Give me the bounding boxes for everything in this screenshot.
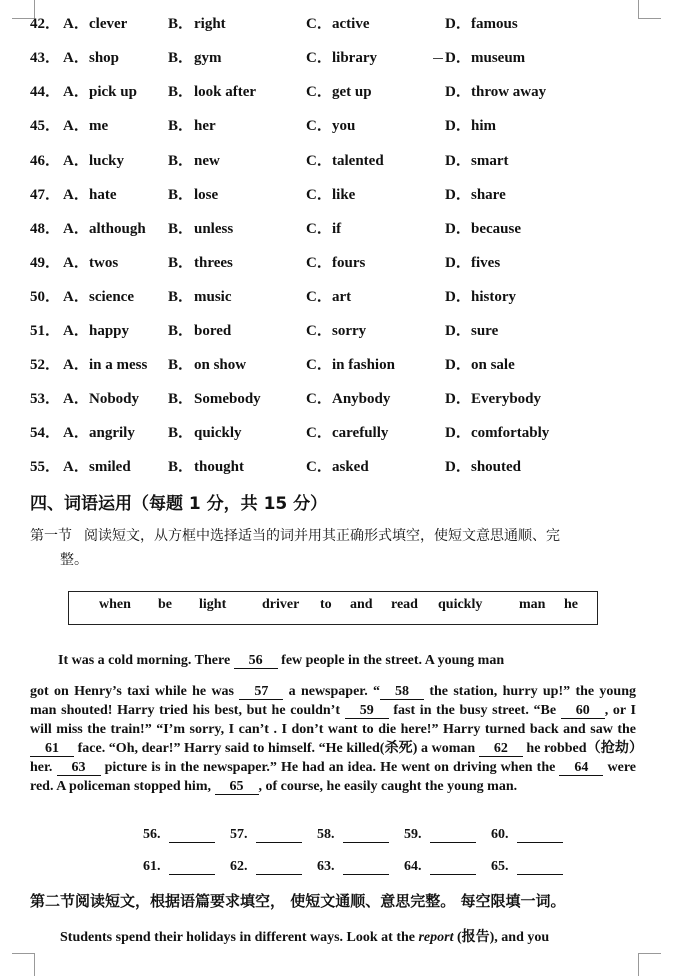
option-letter: D． bbox=[445, 255, 471, 271]
option-text: sure bbox=[471, 323, 499, 339]
option-letter: B． bbox=[168, 16, 194, 32]
option-text: talented bbox=[332, 153, 384, 169]
word-box-item: driver bbox=[262, 597, 300, 612]
option-d[interactable] bbox=[445, 387, 541, 408]
option-letter: A． bbox=[63, 84, 89, 100]
option-d[interactable] bbox=[445, 421, 549, 442]
passage-text: got on Henry’s taxi while he was bbox=[30, 684, 240, 699]
answer-slot[interactable] bbox=[404, 859, 482, 875]
option-text: him bbox=[471, 118, 497, 134]
option-text: science bbox=[89, 289, 134, 305]
option-text: Everybody bbox=[471, 391, 542, 407]
option-text: happy bbox=[89, 323, 130, 339]
option-text: me bbox=[89, 118, 109, 134]
option-letter: D． bbox=[445, 459, 471, 475]
passage-text: , or I will miss the train!” “I’m sorry, I can’t . I don’t want to die here!” Harry turned back and saw the bbox=[30, 703, 636, 737]
option-b[interactable] bbox=[168, 183, 218, 204]
report-word: report bbox=[418, 930, 454, 945]
answer-slot[interactable] bbox=[317, 827, 395, 843]
question-number: 51． bbox=[30, 323, 61, 339]
option-text: new bbox=[194, 153, 220, 169]
word-box-item: he bbox=[564, 597, 578, 612]
part-1-instructions bbox=[30, 524, 640, 572]
option-letter: D． bbox=[445, 118, 471, 134]
passage-text: a newspaper. “ bbox=[283, 684, 381, 699]
question-row bbox=[0, 149, 673, 169]
word-box-item: light bbox=[199, 597, 227, 612]
option-letter: C． bbox=[306, 323, 332, 339]
option-letter: B． bbox=[168, 255, 194, 271]
option-text: library bbox=[332, 50, 377, 66]
option-b[interactable] bbox=[168, 319, 231, 340]
option-text: Somebody bbox=[194, 391, 261, 407]
option-text: smart bbox=[471, 153, 509, 169]
option-b[interactable] bbox=[168, 353, 246, 374]
answer-slot[interactable] bbox=[230, 859, 308, 875]
passage-text: fast in the busy street. “Be bbox=[388, 703, 561, 718]
option-text: on show bbox=[194, 357, 247, 373]
option-text: shop bbox=[89, 50, 120, 66]
option-letter: D． bbox=[445, 84, 471, 100]
question-number: 53． bbox=[30, 391, 61, 407]
option-letter: C． bbox=[306, 255, 332, 271]
option-d[interactable] bbox=[445, 12, 518, 33]
option-c[interactable] bbox=[306, 455, 369, 476]
answer-row-2 bbox=[143, 859, 575, 875]
option-b[interactable] bbox=[168, 387, 261, 408]
option-b[interactable] bbox=[168, 217, 233, 238]
option-letter: C． bbox=[306, 221, 332, 237]
option-b[interactable] bbox=[168, 80, 256, 101]
option-letter: B． bbox=[168, 84, 194, 100]
option-c[interactable] bbox=[306, 46, 377, 67]
option-b[interactable] bbox=[168, 12, 226, 33]
section-4-title: 四、词语运用（每题 1 分，共 15 分） bbox=[30, 494, 328, 514]
option-c[interactable] bbox=[306, 80, 372, 101]
option-d[interactable] bbox=[445, 46, 525, 67]
option-text: fours bbox=[332, 255, 366, 271]
answer-slot[interactable] bbox=[143, 859, 221, 875]
option-b[interactable] bbox=[168, 114, 216, 135]
option-letter: A． bbox=[63, 323, 89, 339]
word-box-item: when bbox=[99, 597, 131, 612]
passage-text: face. “Oh, dear!” Harry said to himself. “He killed(杀死) a woman bbox=[74, 741, 479, 756]
option-c[interactable] bbox=[306, 183, 355, 204]
crop-mark-bottom-left bbox=[12, 953, 35, 976]
option-c[interactable] bbox=[306, 12, 369, 33]
option-text: unless bbox=[194, 221, 234, 237]
option-c[interactable] bbox=[306, 353, 395, 374]
option-letter: D． bbox=[445, 289, 471, 305]
question-number: 46． bbox=[30, 153, 61, 169]
option-letter: B． bbox=[168, 289, 194, 305]
option-text: look after bbox=[194, 84, 257, 100]
option-letter: C． bbox=[306, 118, 332, 134]
option-text: on sale bbox=[471, 357, 515, 373]
part-1-text: 阅读短文，从方框中选择适当的词并用其正确形式填空，使短文意思通顺、完 bbox=[84, 528, 560, 544]
option-a[interactable] bbox=[63, 455, 131, 476]
passage-text: (报告), and you bbox=[453, 930, 550, 945]
option-text: get up bbox=[332, 84, 372, 100]
option-text: right bbox=[194, 16, 226, 32]
option-letter: B． bbox=[168, 391, 194, 407]
answer-slot[interactable] bbox=[491, 827, 569, 843]
crop-mark-bottom-right bbox=[638, 953, 661, 976]
option-letter: B． bbox=[168, 118, 194, 134]
option-b[interactable] bbox=[168, 455, 244, 476]
option-letter: B． bbox=[168, 425, 194, 441]
blank-63[interactable]: 63 bbox=[57, 761, 101, 776]
part-1-tag: 第一节 bbox=[30, 528, 72, 544]
option-b[interactable] bbox=[168, 251, 233, 272]
option-letter: C． bbox=[306, 187, 332, 203]
part-1-text-continued: 整。 bbox=[60, 552, 88, 568]
option-letter: B． bbox=[168, 323, 194, 339]
question-row bbox=[0, 12, 673, 32]
word-box-item: to bbox=[320, 597, 332, 612]
option-letter: D． bbox=[445, 357, 471, 373]
question-number: 44． bbox=[30, 84, 61, 100]
option-a[interactable] bbox=[63, 387, 139, 408]
option-b[interactable] bbox=[168, 149, 220, 170]
option-text: twos bbox=[89, 255, 119, 271]
blank-60[interactable]: 60 bbox=[561, 704, 605, 719]
answer-label: 65. bbox=[491, 859, 509, 874]
word-box-item: man bbox=[519, 597, 546, 612]
option-letter: D． bbox=[445, 16, 471, 32]
question-number: 49． bbox=[30, 255, 61, 271]
passage-body bbox=[30, 682, 636, 796]
option-text: famous bbox=[471, 16, 518, 32]
option-d[interactable] bbox=[445, 80, 546, 101]
option-letter: D． bbox=[445, 221, 471, 237]
option-letter: B． bbox=[168, 187, 194, 203]
option-letter: C． bbox=[306, 357, 332, 373]
option-letter: A． bbox=[63, 255, 89, 271]
option-letter: A． bbox=[63, 221, 89, 237]
blank-57[interactable]: 57 bbox=[239, 685, 283, 700]
answer-label: 56. bbox=[143, 827, 161, 842]
answer-slot[interactable] bbox=[230, 827, 308, 843]
answer-slot[interactable] bbox=[317, 859, 395, 875]
option-d[interactable] bbox=[445, 183, 506, 204]
option-d[interactable] bbox=[445, 217, 521, 238]
question-row bbox=[0, 46, 673, 66]
option-b[interactable] bbox=[168, 421, 242, 442]
option-text: pick up bbox=[89, 84, 137, 100]
blank-64[interactable]: 64 bbox=[559, 761, 603, 776]
passage-text: the station, hurry up!” the young man shouted! Harry tried his best, but he couldn’t bbox=[30, 684, 636, 718]
option-letter: C． bbox=[306, 153, 332, 169]
answer-label: 59. bbox=[404, 827, 422, 842]
option-d[interactable] bbox=[445, 455, 521, 476]
option-d[interactable] bbox=[445, 353, 515, 374]
option-letter: B． bbox=[168, 50, 194, 66]
blank-61[interactable]: 61 bbox=[30, 742, 74, 757]
option-text: share bbox=[471, 187, 506, 203]
question-row bbox=[0, 80, 673, 100]
option-text: because bbox=[471, 221, 521, 237]
option-letter: C． bbox=[306, 425, 332, 441]
option-a[interactable] bbox=[63, 217, 146, 238]
answer-label: 58. bbox=[317, 827, 335, 842]
option-letter: D． bbox=[445, 50, 471, 66]
option-text: history bbox=[471, 289, 516, 305]
option-letter: A． bbox=[63, 459, 89, 475]
option-b[interactable] bbox=[168, 46, 222, 67]
passage-text: , of course, he easily caught the young man. bbox=[258, 779, 518, 794]
question-number: 52． bbox=[30, 357, 61, 373]
option-a[interactable] bbox=[63, 319, 129, 340]
question-number: 47． bbox=[30, 187, 61, 203]
option-letter: B． bbox=[168, 459, 194, 475]
question-row bbox=[0, 455, 673, 475]
answer-label: 61. bbox=[143, 859, 161, 874]
option-letter: D． bbox=[445, 323, 471, 339]
word-box-item: and bbox=[350, 597, 373, 612]
option-c[interactable] bbox=[306, 319, 366, 340]
question-row bbox=[0, 421, 673, 441]
answer-slot[interactable] bbox=[404, 827, 482, 843]
answer-slot[interactable] bbox=[143, 827, 221, 843]
option-text: angrily bbox=[89, 425, 135, 441]
option-text: comfortably bbox=[471, 425, 550, 441]
option-text: you bbox=[332, 118, 356, 134]
option-text: art bbox=[332, 289, 352, 305]
option-text: shouted bbox=[471, 459, 522, 475]
passage-text: he robbed（抢劫）her. bbox=[30, 741, 636, 775]
option-c[interactable] bbox=[306, 149, 384, 170]
option-text: asked bbox=[332, 459, 369, 475]
option-text: smiled bbox=[89, 459, 131, 475]
question-row bbox=[0, 319, 673, 339]
option-c[interactable] bbox=[306, 285, 351, 306]
option-text: museum bbox=[471, 50, 526, 66]
question-row bbox=[0, 114, 673, 134]
answer-label: 64. bbox=[404, 859, 422, 874]
blank-65[interactable]: 65 bbox=[215, 780, 259, 795]
option-letter: A． bbox=[63, 50, 89, 66]
word-box-item: be bbox=[158, 597, 172, 612]
question-number: 45． bbox=[30, 118, 61, 134]
passage-text: picture is in the newspaper.” He had an idea. He went on driving when the bbox=[100, 760, 560, 775]
option-c[interactable] bbox=[306, 421, 388, 442]
option-a[interactable] bbox=[63, 80, 137, 101]
option-letter: A． bbox=[63, 391, 89, 407]
passage-line-1 bbox=[58, 651, 618, 670]
option-letter: A． bbox=[63, 16, 89, 32]
question-number: 50． bbox=[30, 289, 61, 305]
answer-label: 63. bbox=[317, 859, 335, 874]
option-letter: D． bbox=[445, 391, 471, 407]
option-text: fives bbox=[471, 255, 501, 271]
option-text: like bbox=[332, 187, 356, 203]
option-text: her bbox=[194, 118, 216, 134]
word-box-item: read bbox=[391, 597, 418, 612]
answer-row-1 bbox=[143, 827, 575, 843]
option-letter: B． bbox=[168, 153, 194, 169]
option-a[interactable] bbox=[63, 421, 135, 442]
option-c[interactable] bbox=[306, 251, 365, 272]
question-row bbox=[0, 353, 673, 373]
option-text: carefully bbox=[332, 425, 389, 441]
option-letter: A． bbox=[63, 425, 89, 441]
answer-slot[interactable] bbox=[491, 859, 569, 875]
option-text: music bbox=[194, 289, 232, 305]
question-number: 55． bbox=[30, 459, 61, 475]
option-a[interactable] bbox=[63, 46, 119, 67]
option-text: threes bbox=[194, 255, 233, 271]
option-text: thought bbox=[194, 459, 245, 475]
blank-58[interactable]: 58 bbox=[380, 685, 424, 700]
option-c[interactable] bbox=[306, 217, 341, 238]
option-letter: D． bbox=[445, 153, 471, 169]
option-letter: A． bbox=[63, 187, 89, 203]
option-text: lucky bbox=[89, 153, 125, 169]
option-text: throw away bbox=[471, 84, 547, 100]
option-d[interactable] bbox=[445, 149, 509, 170]
option-letter: D． bbox=[445, 425, 471, 441]
option-a[interactable] bbox=[63, 251, 118, 272]
answer-label: 62. bbox=[230, 859, 248, 874]
option-text: active bbox=[332, 16, 370, 32]
question-row bbox=[0, 387, 673, 407]
passage-2-first-line bbox=[60, 926, 640, 946]
option-c[interactable] bbox=[306, 114, 355, 135]
question-row bbox=[0, 285, 673, 305]
question-number: 42． bbox=[30, 16, 61, 32]
question-number: 48． bbox=[30, 221, 61, 237]
blank-56[interactable]: 56 bbox=[234, 654, 278, 669]
question-number: 54． bbox=[30, 425, 61, 441]
answer-label: 57. bbox=[230, 827, 248, 842]
option-text: Nobody bbox=[89, 391, 140, 407]
question-number: 43． bbox=[30, 50, 61, 66]
option-c[interactable] bbox=[306, 387, 390, 408]
passage-text: Students spend their holidays in different ways. Look at the bbox=[60, 930, 419, 945]
option-letter: A． bbox=[63, 118, 89, 134]
passage-text: were red. A policeman stopped him, bbox=[30, 760, 637, 794]
option-text: lose bbox=[194, 187, 219, 203]
option-a[interactable] bbox=[63, 353, 147, 374]
option-letter: C． bbox=[306, 289, 332, 305]
option-text: Anybody bbox=[332, 391, 391, 407]
option-letter: C． bbox=[306, 391, 332, 407]
option-b[interactable] bbox=[168, 285, 232, 306]
option-d[interactable] bbox=[445, 251, 500, 272]
question-row bbox=[0, 183, 673, 203]
option-letter: A． bbox=[63, 153, 89, 169]
option-text: if bbox=[332, 221, 342, 237]
option-text: although bbox=[89, 221, 146, 237]
word-box-item: quickly bbox=[438, 597, 483, 612]
option-letter: D． bbox=[445, 187, 471, 203]
passage-text: few people in the street. A young man bbox=[277, 653, 505, 668]
option-a[interactable] bbox=[63, 149, 124, 170]
word-box bbox=[68, 591, 598, 625]
option-letter: A． bbox=[63, 357, 89, 373]
blank-59[interactable]: 59 bbox=[345, 704, 389, 719]
option-text: hate bbox=[89, 187, 117, 203]
part-2-instructions: 第二节阅读短文，根据语篇要求填空， 使短文通顺、意思完整。 每空限填一词。 bbox=[30, 892, 566, 910]
blank-62[interactable]: 62 bbox=[479, 742, 523, 757]
option-a[interactable] bbox=[63, 12, 127, 33]
option-d[interactable] bbox=[445, 114, 496, 135]
option-a[interactable] bbox=[63, 285, 134, 306]
option-text: clever bbox=[89, 16, 128, 32]
option-letter: B． bbox=[168, 357, 194, 373]
option-text: bored bbox=[194, 323, 232, 339]
option-text: in a mess bbox=[89, 357, 148, 373]
option-text: in fashion bbox=[332, 357, 395, 373]
passage-text: It was a cold morning. There bbox=[58, 653, 234, 668]
option-d[interactable] bbox=[445, 319, 498, 340]
option-a[interactable] bbox=[63, 183, 117, 204]
question-row bbox=[0, 251, 673, 271]
option-letter: B． bbox=[168, 221, 194, 237]
option-letter: C． bbox=[306, 16, 332, 32]
option-text: quickly bbox=[194, 425, 242, 441]
option-a[interactable] bbox=[63, 114, 108, 135]
option-text: gym bbox=[194, 50, 222, 66]
option-letter: A． bbox=[63, 289, 89, 305]
option-text: sorry bbox=[332, 323, 367, 339]
option-d[interactable] bbox=[445, 285, 516, 306]
question-row bbox=[0, 217, 673, 237]
answer-label: 60. bbox=[491, 827, 509, 842]
option-letter: C． bbox=[306, 459, 332, 475]
option-letter: C． bbox=[306, 84, 332, 100]
option-letter: C． bbox=[306, 50, 332, 66]
